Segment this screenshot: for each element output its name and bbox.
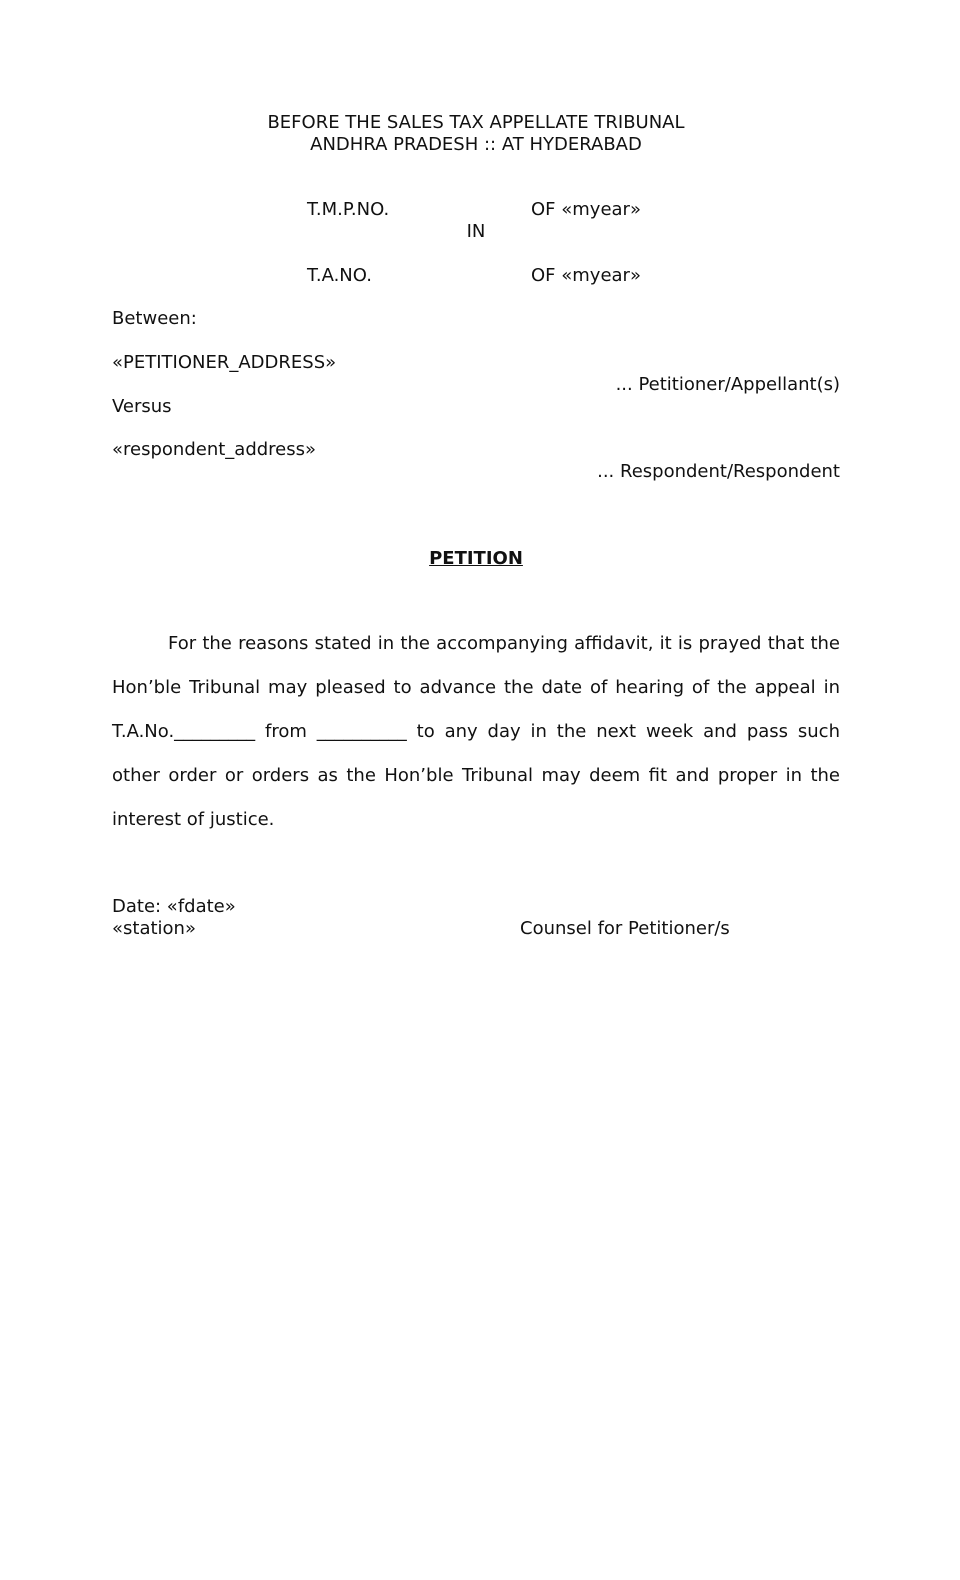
respondent-address: «respondent_address»: [112, 439, 317, 460]
respondent-role: ... Respondent/Respondent: [597, 461, 840, 482]
counsel-signature-label: Counsel for Petitioner/s: [520, 918, 730, 939]
versus-label: Versus: [112, 396, 172, 417]
station-field: «station»: [112, 918, 196, 939]
between-label: Between:: [112, 308, 197, 329]
petition-title: PETITION: [429, 548, 523, 569]
petitioner-role: ... Petitioner/Appellant(s): [615, 374, 840, 395]
tribunal-heading: BEFORE THE SALES TAX APPELLATE TRIBUNAL: [267, 112, 685, 133]
in-label: IN: [466, 221, 486, 242]
ta-number-label: T.A.NO.: [307, 265, 372, 286]
petition-body: For the reasons stated in the accompanying affidavit, it is prayed that the Hon’ble Tribunal may pleased to advance the date of hearing of the appeal in T.A.No._________ from __________ to any day in the next week and pass such other order or orders as the Hon’ble Tribunal may deem fit and proper in the interest of justice.: [112, 633, 840, 830]
petitioner-address: «PETITIONER_ADDRESS»: [112, 352, 337, 373]
tmp-number-label: T.M.P.NO.: [307, 199, 390, 220]
tribunal-location: ANDHRA PRADESH :: AT HYDERABAD: [310, 134, 642, 155]
date-field: Date: «fdate»: [112, 896, 236, 917]
tmp-year: OF «myear»: [531, 199, 641, 220]
ta-year: OF «myear»: [531, 265, 641, 286]
